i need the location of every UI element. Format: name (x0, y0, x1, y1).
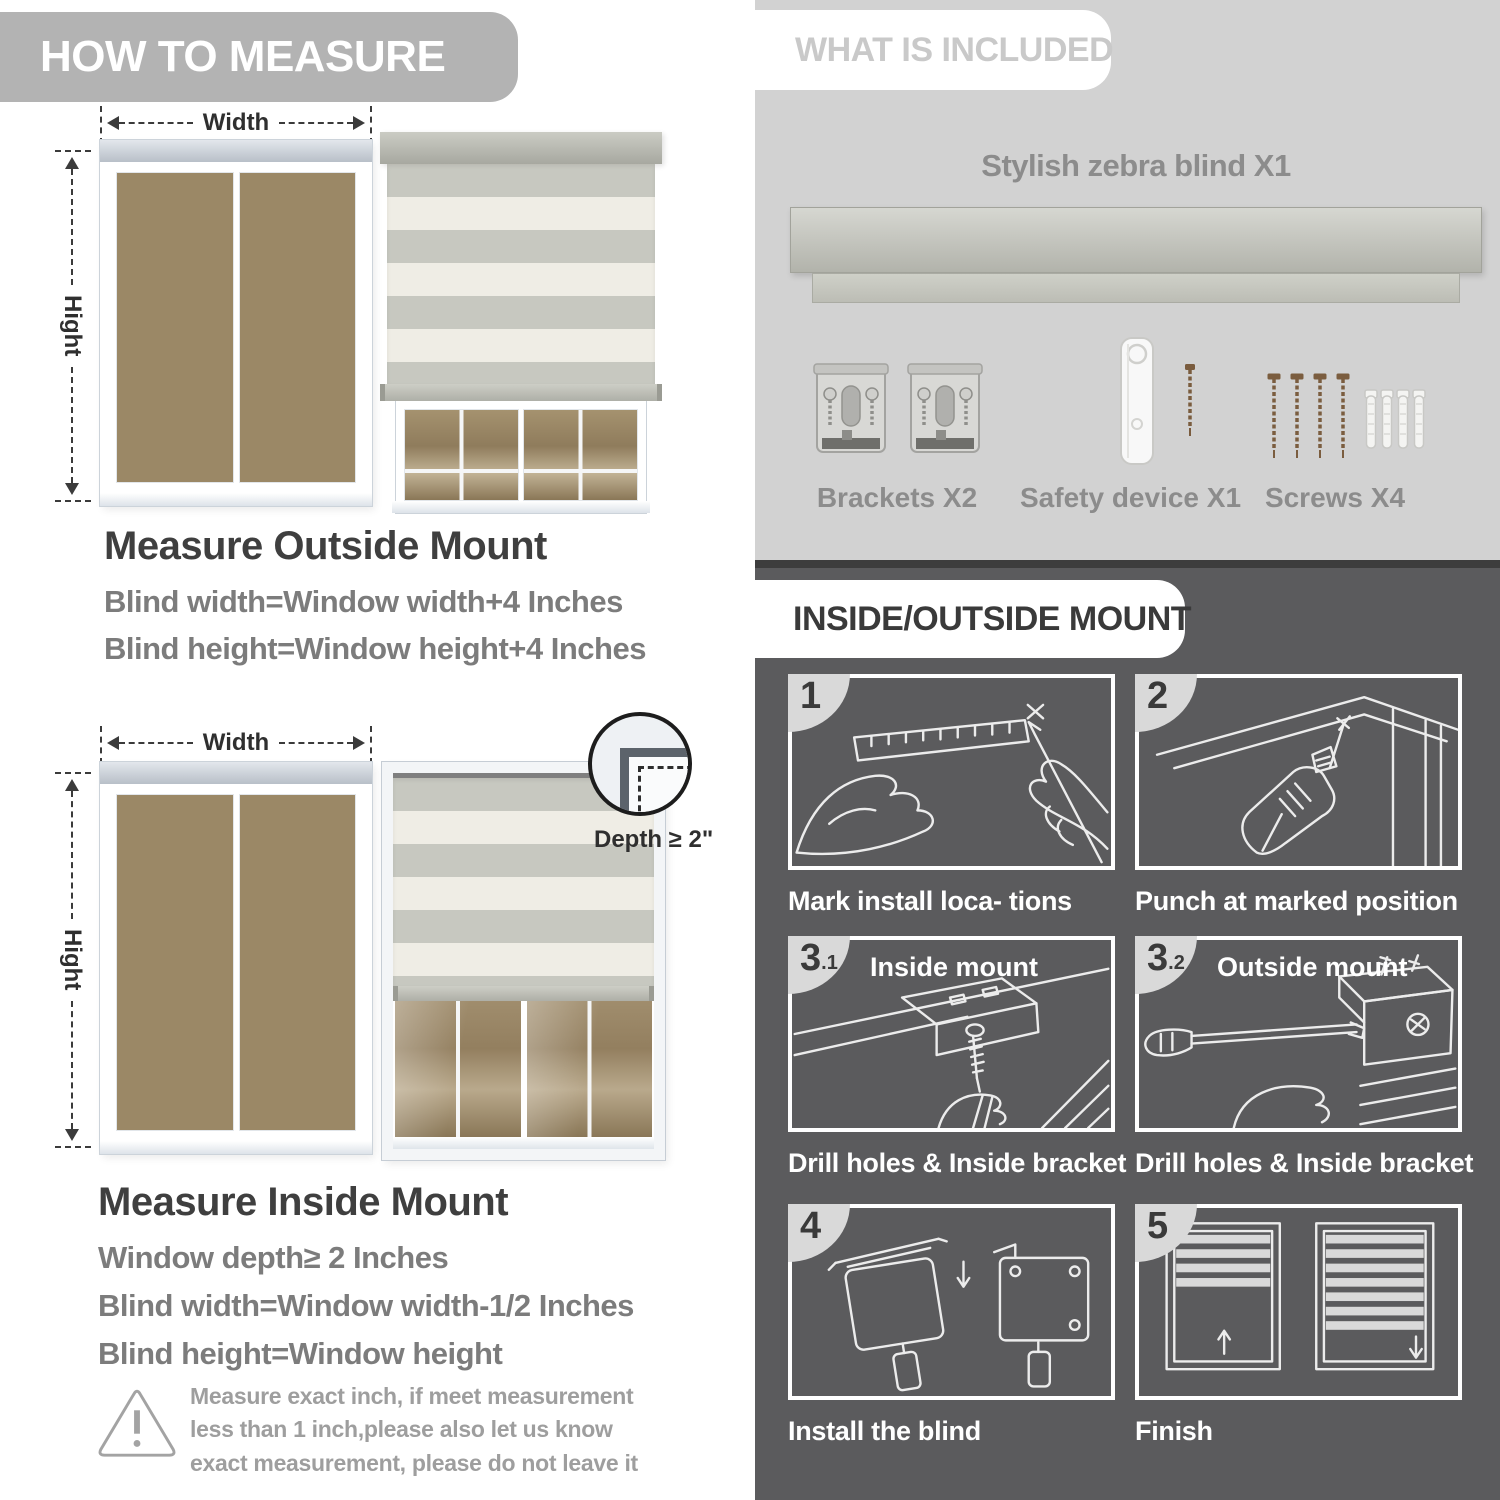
mount-instructions-panel (755, 568, 1500, 1500)
mount-header (755, 580, 1192, 658)
step-1-box (788, 674, 1115, 870)
step-number-badge: 5 (1135, 1204, 1197, 1262)
window-pane (523, 409, 638, 501)
outside-mount-blind (380, 132, 662, 513)
step-number-badge: 4 (788, 1204, 850, 1262)
outside-width-arrow (100, 109, 372, 136)
brackets-image (813, 360, 983, 465)
warning-triangle-icon (96, 1384, 178, 1460)
screws-image (1267, 372, 1427, 464)
arrow-tick (55, 772, 91, 774)
arrow-tick (100, 106, 102, 144)
step4-install-blind-illustration (792, 1208, 1111, 1396)
inside-mount-blind-window (382, 762, 665, 1160)
width-label: Width (202, 729, 270, 756)
width-label: Width (202, 109, 270, 136)
inside-height-arrow (60, 772, 84, 1148)
outside-height-arrow (60, 150, 84, 502)
zebra-blind-bottomrail-image (812, 273, 1460, 303)
outside-mount-title: Measure Outside Mount (104, 524, 547, 568)
inside-formula-width: Blind width=Window width-1/2 Inches (98, 1288, 634, 1323)
step-number-badge: 3 .2 (1135, 936, 1197, 994)
arrowhead-up-icon (65, 772, 79, 791)
step-2-box (1135, 674, 1462, 870)
what-is-included-header (755, 10, 1114, 90)
arrow-tick (55, 1146, 91, 1148)
window-pane (116, 794, 234, 1131)
step-2-caption: Punch at marked position (1135, 886, 1458, 916)
outside-formula-height: Blind height=Window height+4 Inches (104, 631, 646, 666)
outside-mount-window-photo (100, 140, 372, 506)
outside-formula-width: Blind width=Window width+4 Inches (104, 584, 623, 619)
step-number-badge: 1 (788, 674, 850, 732)
depth-dashed-line (638, 766, 692, 816)
window-sill (100, 493, 372, 506)
inside-width-arrow (100, 729, 372, 756)
what-is-included-title: WHAT IS INCLUDED (795, 30, 1114, 69)
window-behind-blind (396, 401, 646, 513)
step-5-caption: Finish (1135, 1416, 1213, 1446)
window-pane (239, 172, 357, 483)
screws-label: Screws X4 (1264, 482, 1406, 513)
arrowhead-left-icon (100, 736, 119, 750)
arrowhead-left-icon (100, 116, 119, 130)
window-pane (239, 794, 357, 1131)
inside-formula-height: Blind height=Window height (98, 1336, 503, 1371)
step-3-2-box (1135, 936, 1462, 1132)
arrowhead-up-icon (65, 150, 79, 169)
window-pane (116, 172, 234, 483)
panel-divider (755, 560, 1500, 568)
step-3-1-caption: Drill holes & Inside bracket (788, 1148, 1127, 1178)
height-label: Hight (59, 295, 86, 357)
step-3-2-caption: Drill holes & Inside bracket (1135, 1148, 1474, 1178)
arrow-tick (370, 106, 372, 144)
what-is-included-panel (755, 0, 1500, 568)
arrow-tick (55, 150, 91, 152)
blind-bottom-rail (393, 986, 654, 1001)
step-5-box (1135, 1204, 1462, 1400)
blind-headrail (380, 132, 662, 164)
step-1-caption: Mark install loca- tions (788, 886, 1072, 916)
height-label: Hight (59, 929, 86, 991)
window-lintel (100, 140, 372, 162)
window-sill (393, 1137, 654, 1149)
arrow-tick (55, 500, 91, 502)
step-3-2-title: Outside mount (1217, 952, 1408, 982)
step-4-box (788, 1204, 1115, 1400)
window-lintel (100, 762, 372, 784)
depth-label: Depth ≥ 2" (594, 826, 714, 853)
safety-device-label: Safety device X1 (1020, 482, 1242, 513)
step-3-1-title: Inside mount (870, 952, 1038, 982)
zebra-stripes (387, 164, 655, 384)
step2-drill-illustration (1139, 678, 1458, 866)
how-to-measure-header (0, 12, 518, 102)
product-label: Stylish zebra blind X1 (981, 148, 1291, 183)
step1-mark-locations-illustration (792, 678, 1111, 866)
depth-detail-magnifier (588, 712, 692, 816)
step-number-badge: 3 .1 (788, 936, 850, 994)
step5-finish-illustration (1139, 1208, 1458, 1396)
step-4-caption: Install the blind (788, 1416, 981, 1446)
window-pane (527, 1001, 653, 1137)
how-to-measure-title: HOW TO MEASURE (40, 32, 446, 81)
inside-mount-title: Measure Inside Mount (98, 1180, 509, 1224)
window-pane (404, 409, 519, 501)
window-sill (392, 501, 650, 513)
inside-mount-window-photo (100, 762, 372, 1154)
arrow-tick (370, 726, 372, 764)
inside-formula-depth: Window depth≥ 2 Inches (98, 1240, 449, 1275)
zebra-blind-headrail-image (790, 207, 1482, 273)
mount-title: INSIDE/OUTSIDE MOUNT (793, 599, 1192, 638)
brackets-label: Brackets X2 (816, 482, 978, 513)
measure-warning-text: Measure exact inch, if meet measurement less than 1 inch,please also let us know exact measurement, please do not leave it (190, 1383, 638, 1476)
window-sill (100, 1141, 372, 1154)
step-number-badge: 2 (1135, 674, 1197, 732)
step-3-1-box (788, 936, 1115, 1132)
window-pane (395, 1001, 521, 1137)
safety-device-image (1103, 336, 1213, 470)
arrow-tick (100, 726, 102, 764)
blind-bottom-rail (380, 384, 662, 401)
